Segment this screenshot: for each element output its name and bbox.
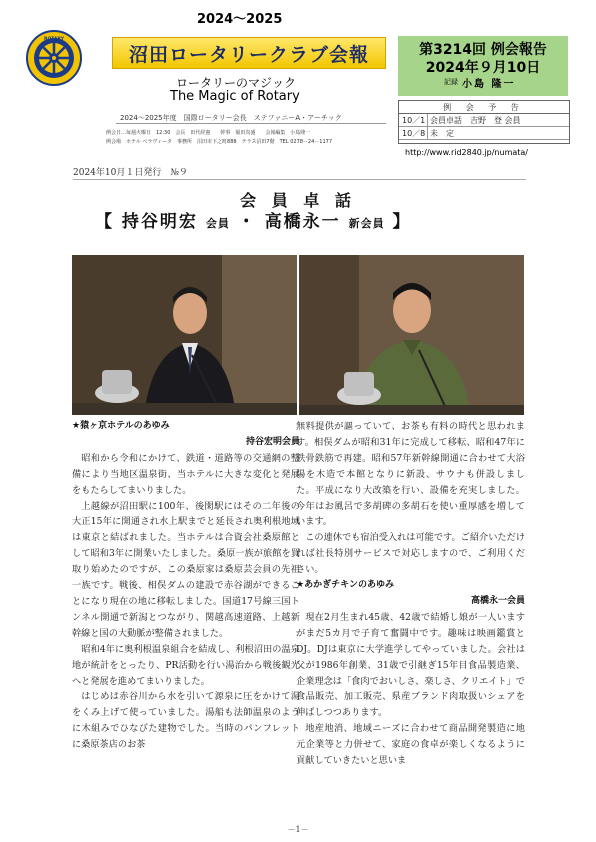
year-range: 2024～2025 xyxy=(197,12,283,27)
section-author: 高橋永一会員 xyxy=(470,595,525,606)
speaker-name-2: 高橋永一 xyxy=(264,212,341,232)
paragraph: はじめは赤谷川から水を引いて源泉に圧をかけて湯をくみ上げて使っていました。湯船も法師温泉のように木組みでひなびた建物でした。当時のパンフレットに桑原茶店のお茶 xyxy=(72,691,300,751)
paragraph: 上越線が沼田駅に100年、後閑駅にはその二年後の大正15年に開通され水上駅までと延長され奥利根地域は東京と結ばれました。当ホテルは合資会社桑原館として昭和3年に開業いたしました。桑原一族が旅館を買取り始めたのですが、この桑原家は桑原芸会員の先祖一族です。戦後、相俣ダムの建設で赤谷湖ができることになり現在の地に移転しました。国道17号線三国トンネル開通で新潟とつながり、関越高速道路、上越新幹線と国の大動脈が整備されました。 xyxy=(72,500,300,639)
recorder-label: 記録 xyxy=(444,78,458,86)
article-title: 会 員 卓 話 xyxy=(240,191,356,210)
logo-text: ROTARY xyxy=(44,37,64,42)
speaker-name-1: 持谷明宏 xyxy=(121,212,198,232)
paragraph: 地産地消、地域ニーズに合わせて商品開発製造に地元企業等と力併せて、家庭の食卓が楽しくなるように貢献していきたいと思いま xyxy=(296,723,525,767)
article-subtitle xyxy=(95,207,515,231)
president-line: 2024～2025年度 国際ロータリー会長 ステファニーA・アーチック xyxy=(120,114,342,122)
paragraph: この連休でも宿泊受入れは可能です。ご紹介いただければ社長特別サービスで対応しますので、ご利用ください。 xyxy=(296,532,525,576)
paragraph: 昭和4年に奥利根温泉組合を結成し、利根沼田の温泉地が統計をとったり、PR活動を行い湯治から戦後観光へと発展を進めてまいりました。 xyxy=(72,643,300,687)
schedule-row xyxy=(399,127,569,140)
schedule-date: 10／1 xyxy=(402,116,426,125)
schedule-row xyxy=(399,114,569,127)
rotary-wheel-icon xyxy=(26,30,82,86)
schedule-heading: 例 会 予 告 xyxy=(399,102,569,114)
report-date: 2024年９月10日 xyxy=(425,60,541,76)
section-heading: ★猿ヶ京ホテルのあゆみ xyxy=(72,421,170,431)
paragraph: 無料提供が謳っていて、お茶も有料の時代と思われます。相俣ダムが昭和31年に完成して移転、昭和47年に鉄骨鉄筋で再建。昭和57年新幹線開通に合わせて大浴場を木造で本館となりに新設、サウナも併設しました。平成になり大改築を行い、設備を充実しました。今年はお風呂で多胡碑の多胡石を使い重厚感を増しています。 xyxy=(296,421,525,528)
paragraph: 現在2月生まれ45歳、42歳で結婚し娘が一人いますがまだ5カ月で子育て奮闘中です。趣味は映画鑑賞とDJ。DJは東京に大学進学してやっていました。会社は父が1986年創業、31歳で引継ぎ15年目食品製造業、企業理念は「食肉でおいしさ、楽しさ、クリエイト」で食品販売、加工販売、県産ブランド肉取扱いシェアを伸ばしつつあります。 xyxy=(296,611,525,719)
paragraph: 昭和から令和にかけて、鉄道・道路等の交通網の整備により当地区温泉街、当ホテルに大きな変化と発展をもたらしてまいりました。 xyxy=(72,452,300,496)
report-number: 第3214回 例会報告 xyxy=(419,42,547,58)
header-divider xyxy=(116,123,386,124)
speaker-photo-1 xyxy=(72,255,297,415)
name-separator: ・ xyxy=(237,212,257,232)
section-author: 持谷宏明会員 xyxy=(245,436,300,447)
bracket-close: 】 xyxy=(392,212,412,232)
section-divider xyxy=(73,179,526,180)
meeting-info-line: 例会日…毎週火曜日 12:30 会長 田代経憲 幹事 堀田真盛 会報編集 小島隆一 xyxy=(106,130,311,136)
club-website-link[interactable]: http://www.rid2840.jp/numata/ xyxy=(405,148,529,157)
section-heading: ★あかぎチキンのあゆみ xyxy=(296,580,394,591)
recorder-name: 小島 隆一 xyxy=(462,79,516,90)
left-column xyxy=(72,419,300,753)
schedule-text: 未 定 xyxy=(430,129,454,138)
club-name-banner: 沼田ロータリークラブ会報 xyxy=(112,37,386,69)
speaker-title-1: 会員 xyxy=(205,217,230,230)
schedule-date: 10／8 xyxy=(402,129,426,138)
speaker-photo-2 xyxy=(299,255,524,415)
venue-info-line: 例会場 ホテル ベラヴィータ 事務所 沼田市下之町888 テラス沼田7階 TEL 0278－24－1177 xyxy=(106,139,333,145)
bracket-open: 【 xyxy=(95,212,114,232)
schedule-text: 会員卓話 吉野 登 会員 xyxy=(430,116,521,125)
right-column xyxy=(296,419,525,769)
schedule-box xyxy=(398,100,570,144)
issue-line: 2024年10月１日発行 №９ xyxy=(73,168,188,178)
theme-japanese: ロータリーのマジック xyxy=(176,76,297,90)
speaker-title-2: 新会員 xyxy=(348,217,385,230)
report-box xyxy=(398,36,568,96)
theme-english: The Magic of Rotary xyxy=(170,89,300,104)
page-number: －1－ xyxy=(287,825,309,834)
